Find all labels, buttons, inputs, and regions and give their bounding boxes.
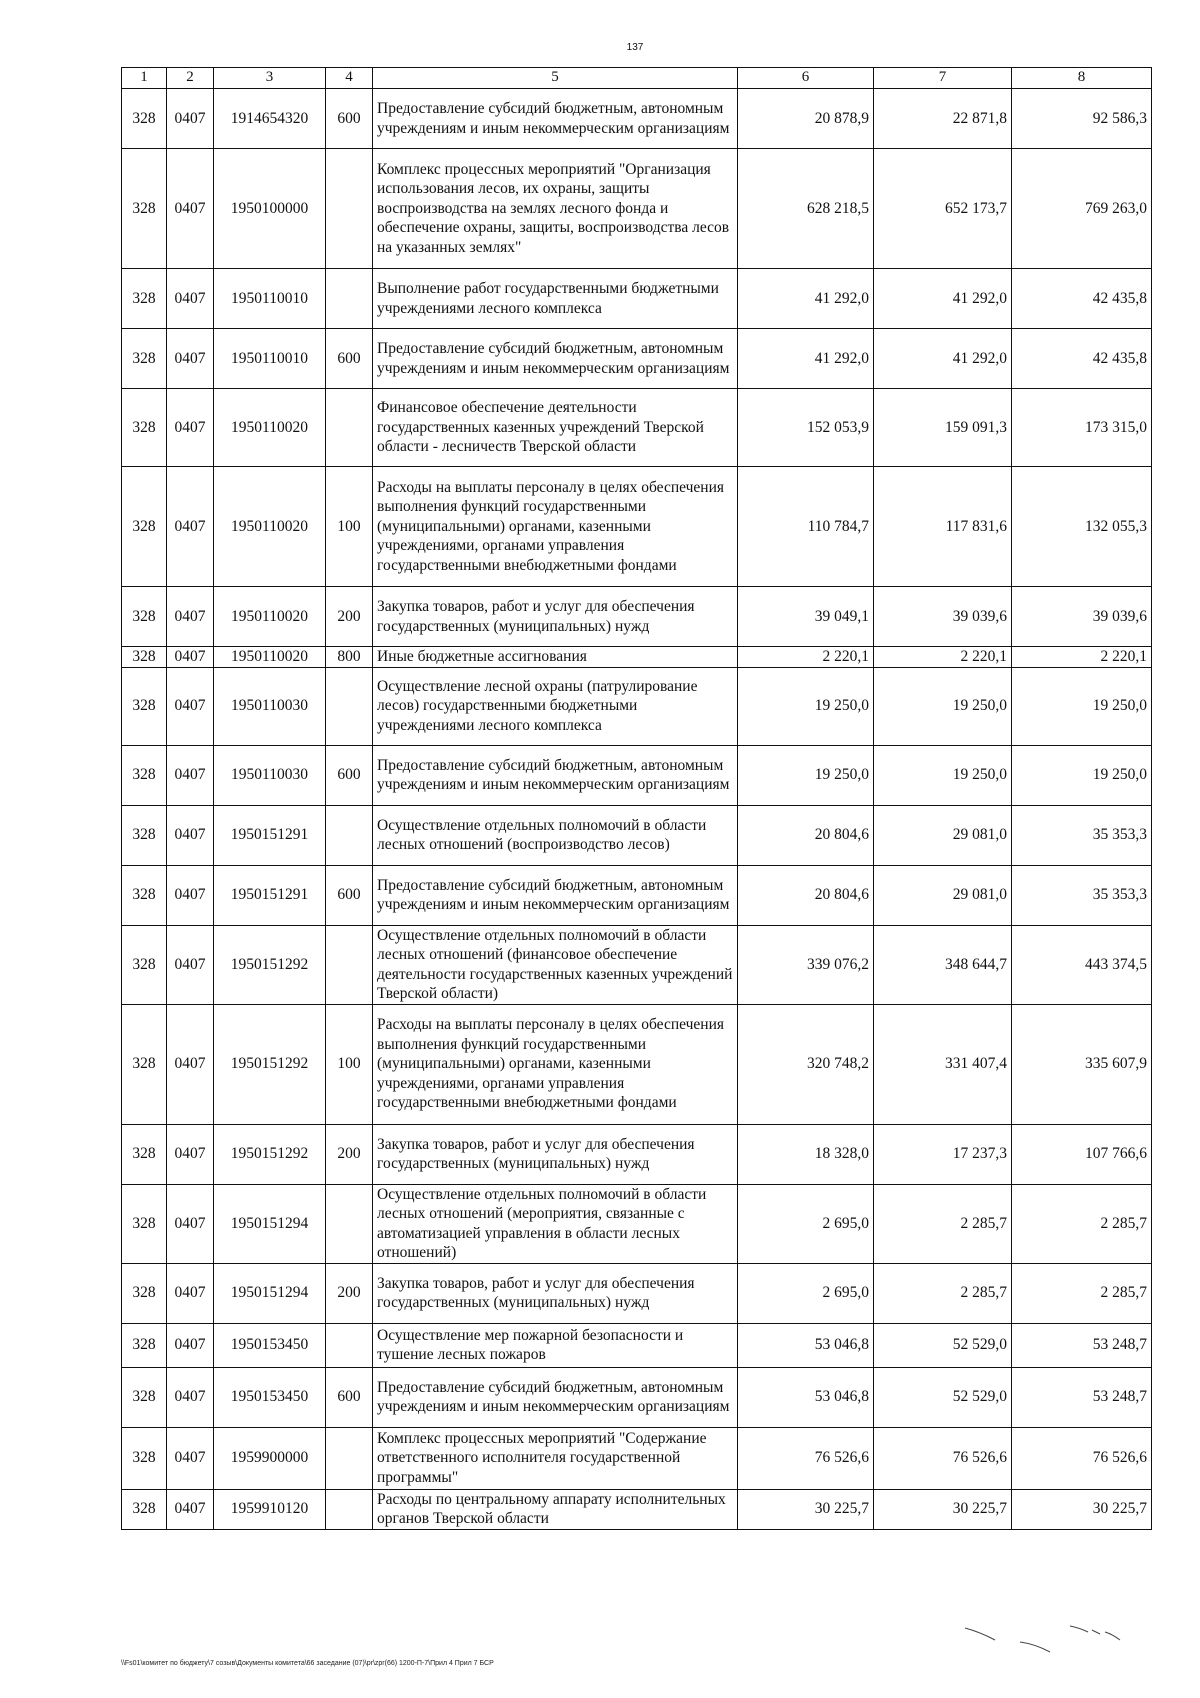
table-row: [122, 1184, 1152, 1263]
cell-description: Выполнение работ государственными бюджетными учреждениями лесного комплекса: [373, 269, 738, 329]
cell-admin-code: 328: [122, 805, 167, 865]
cell-amount-col7: 39 039,6: [874, 587, 1012, 647]
cell-amount-col6: 110 784,7: [738, 467, 874, 587]
table-row: [122, 149, 1152, 269]
cell-expense-type: 600: [326, 89, 373, 149]
cell-expense-type: [326, 925, 373, 1004]
cell-admin-code: 328: [122, 1263, 167, 1323]
cell-section-code: 0407: [167, 865, 214, 925]
cell-admin-code: 328: [122, 329, 167, 389]
cell-amount-col8: 2 285,7: [1012, 1263, 1152, 1323]
cell-amount-col7: 2 220,1: [874, 647, 1012, 668]
cell-expense-type: 200: [326, 1124, 373, 1184]
cell-amount-col6: 339 076,2: [738, 925, 874, 1004]
cell-description: Расходы на выплаты персоналу в целях обеспечения выполнения функций государственными (муниципальными) органами, казенными учреждениями, органами управления государственными внебюджетными фондами: [373, 467, 738, 587]
cell-description: Комплекс процессных мероприятий "Содержание ответственного исполнителя государственной программы": [373, 1427, 738, 1489]
cell-amount-col6: 18 328,0: [738, 1124, 874, 1184]
table-row: [122, 925, 1152, 1004]
cell-description: Закупка товаров, работ и услуг для обеспечения государственных (муниципальных) нужд: [373, 1124, 738, 1184]
cell-amount-col7: 348 644,7: [874, 925, 1012, 1004]
cell-amount-col6: 53 046,8: [738, 1323, 874, 1367]
cell-target-article: 1950110010: [214, 269, 326, 329]
cell-target-article: 1950151294: [214, 1263, 326, 1323]
cell-amount-col6: 53 046,8: [738, 1367, 874, 1427]
cell-admin-code: 328: [122, 1323, 167, 1367]
cell-amount-col7: 29 081,0: [874, 805, 1012, 865]
cell-section-code: 0407: [167, 1184, 214, 1263]
cell-description: Предоставление субсидий бюджетным, автономным учреждениям и иным некоммерческим организациям: [373, 745, 738, 805]
cell-description: Предоставление субсидий бюджетным, автономным учреждениям и иным некоммерческим организациям: [373, 865, 738, 925]
cell-section-code: 0407: [167, 269, 214, 329]
cell-target-article: 1950151291: [214, 865, 326, 925]
cell-amount-col7: 331 407,4: [874, 1004, 1012, 1124]
cell-expense-type: 100: [326, 467, 373, 587]
header-col-2: 2: [167, 68, 214, 89]
cell-amount-col6: 19 250,0: [738, 745, 874, 805]
cell-expense-type: 600: [326, 865, 373, 925]
cell-target-article: 1950151292: [214, 1124, 326, 1184]
cell-admin-code: 328: [122, 1124, 167, 1184]
cell-admin-code: 328: [122, 1427, 167, 1489]
cell-target-article: 1950153450: [214, 1367, 326, 1427]
cell-target-article: 1950151292: [214, 1004, 326, 1124]
cell-amount-col6: 39 049,1: [738, 587, 874, 647]
cell-amount-col8: 443 374,5: [1012, 925, 1152, 1004]
cell-amount-col8: 2 220,1: [1012, 647, 1152, 668]
cell-amount-col8: 76 526,6: [1012, 1427, 1152, 1489]
cell-amount-col8: 173 315,0: [1012, 389, 1152, 467]
cell-description: Предоставление субсидий бюджетным, автономным учреждениям и иным некоммерческим организациям: [373, 1367, 738, 1427]
cell-amount-col7: 41 292,0: [874, 269, 1012, 329]
cell-amount-col7: 17 237,3: [874, 1124, 1012, 1184]
cell-amount-col7: 22 871,8: [874, 89, 1012, 149]
cell-section-code: 0407: [167, 745, 214, 805]
cell-admin-code: 328: [122, 865, 167, 925]
cell-target-article: 1950110020: [214, 389, 326, 467]
cell-expense-type: 200: [326, 587, 373, 647]
cell-section-code: 0407: [167, 925, 214, 1004]
cell-description: Иные бюджетные ассигнования: [373, 647, 738, 668]
cell-section-code: 0407: [167, 1489, 214, 1529]
cell-amount-col7: 52 529,0: [874, 1367, 1012, 1427]
cell-target-article: 1950110020: [214, 647, 326, 668]
cell-target-article: 1950110030: [214, 745, 326, 805]
cell-amount-col8: 53 248,7: [1012, 1323, 1152, 1367]
cell-target-article: 1950153450: [214, 1323, 326, 1367]
cell-amount-col8: 769 263,0: [1012, 149, 1152, 269]
cell-amount-col6: 320 748,2: [738, 1004, 874, 1124]
cell-expense-type: [326, 1184, 373, 1263]
cell-amount-col6: 41 292,0: [738, 329, 874, 389]
table-row: [122, 1323, 1152, 1367]
cell-amount-col6: 41 292,0: [738, 269, 874, 329]
cell-amount-col6: 2 695,0: [738, 1263, 874, 1323]
cell-description: Осуществление отдельных полномочий в области лесных отношений (финансовое обеспечение деятельности государственных казенных учреждений Тверской области): [373, 925, 738, 1004]
header-col-8: 8: [1012, 68, 1152, 89]
cell-amount-col7: 117 831,6: [874, 467, 1012, 587]
cell-amount-col6: 20 804,6: [738, 865, 874, 925]
header-col-3: 3: [214, 68, 326, 89]
cell-admin-code: 328: [122, 587, 167, 647]
cell-description: Предоставление субсидий бюджетным, автономным учреждениям и иным некоммерческим организациям: [373, 329, 738, 389]
table-row: [122, 647, 1152, 668]
header-col-5: 5: [373, 68, 738, 89]
cell-amount-col7: 52 529,0: [874, 1323, 1012, 1367]
cell-section-code: 0407: [167, 149, 214, 269]
cell-expense-type: 600: [326, 1367, 373, 1427]
cell-target-article: 1950110020: [214, 467, 326, 587]
page-number: 137: [626, 42, 644, 53]
footer-file-path: \\Fs01\комитет по бюджету\7 созыв\Документы комитета\66 заседание (07)\pr\zpr(66) 1200-П-7\Прил 4 Прил 7 БСР: [121, 1660, 494, 1667]
header-row: [122, 68, 1152, 89]
cell-amount-col8: 19 250,0: [1012, 667, 1152, 745]
table-row: [122, 1367, 1152, 1427]
cell-section-code: 0407: [167, 647, 214, 668]
cell-expense-type: 100: [326, 1004, 373, 1124]
cell-section-code: 0407: [167, 329, 214, 389]
table-row: [122, 587, 1152, 647]
table-row: [122, 865, 1152, 925]
cell-amount-col6: 152 053,9: [738, 389, 874, 467]
cell-admin-code: 328: [122, 667, 167, 745]
cell-amount-col7: 159 091,3: [874, 389, 1012, 467]
cell-admin-code: 328: [122, 1184, 167, 1263]
table-row: [122, 269, 1152, 329]
table-row: [122, 467, 1152, 587]
cell-amount-col8: 335 607,9: [1012, 1004, 1152, 1124]
cell-target-article: 1950151292: [214, 925, 326, 1004]
cell-admin-code: 328: [122, 389, 167, 467]
cell-admin-code: 328: [122, 925, 167, 1004]
cell-amount-col7: 30 225,7: [874, 1489, 1012, 1529]
scan-marks: [960, 1618, 1140, 1658]
cell-expense-type: [326, 269, 373, 329]
cell-description: Предоставление субсидий бюджетным, автономным учреждениям и иным некоммерческим организациям: [373, 89, 738, 149]
cell-admin-code: 328: [122, 1489, 167, 1529]
cell-target-article: 1950151291: [214, 805, 326, 865]
cell-amount-col8: 35 353,3: [1012, 865, 1152, 925]
table-row: [122, 1263, 1152, 1323]
cell-admin-code: 328: [122, 1367, 167, 1427]
cell-description: Осуществление лесной охраны (патрулирование лесов) государственными бюджетными учреждениями лесного комплекса: [373, 667, 738, 745]
budget-table: [121, 67, 1152, 1530]
cell-expense-type: 600: [326, 329, 373, 389]
cell-admin-code: 328: [122, 745, 167, 805]
cell-description: Расходы на выплаты персоналу в целях обеспечения выполнения функций государственными (муниципальными) органами, казенными учреждениями, органами управления государственными внебюджетными фондами: [373, 1004, 738, 1124]
table-row: [122, 1124, 1152, 1184]
cell-expense-type: 800: [326, 647, 373, 668]
cell-expense-type: [326, 149, 373, 269]
table-row: [122, 329, 1152, 389]
cell-description: Осуществление мер пожарной безопасности и тушение лесных пожаров: [373, 1323, 738, 1367]
cell-amount-col6: 76 526,6: [738, 1427, 874, 1489]
cell-amount-col8: 42 435,8: [1012, 269, 1152, 329]
cell-amount-col7: 2 285,7: [874, 1184, 1012, 1263]
cell-amount-col8: 30 225,7: [1012, 1489, 1152, 1529]
table-row: [122, 1489, 1152, 1529]
header-col-6: 6: [738, 68, 874, 89]
cell-section-code: 0407: [167, 1124, 214, 1184]
cell-description: Комплекс процессных мероприятий "Организация использования лесов, их охраны, защиты воспроизводства на землях лесного фонда и обеспечение охраны, защиты, воспроизводства лесов на указанных землях": [373, 149, 738, 269]
cell-amount-col7: 19 250,0: [874, 745, 1012, 805]
cell-section-code: 0407: [167, 1263, 214, 1323]
cell-expense-type: 200: [326, 1263, 373, 1323]
header-col-1: 1: [122, 68, 167, 89]
cell-description: Расходы по центральному аппарату исполнительных органов Тверской области: [373, 1489, 738, 1529]
cell-amount-col8: 19 250,0: [1012, 745, 1152, 805]
cell-section-code: 0407: [167, 667, 214, 745]
header-col-7: 7: [874, 68, 1012, 89]
cell-amount-col8: 132 055,3: [1012, 467, 1152, 587]
cell-admin-code: 328: [122, 149, 167, 269]
cell-admin-code: 328: [122, 89, 167, 149]
cell-expense-type: [326, 1427, 373, 1489]
cell-admin-code: 328: [122, 269, 167, 329]
cell-target-article: 1959900000: [214, 1427, 326, 1489]
cell-section-code: 0407: [167, 1004, 214, 1124]
cell-target-article: 1950151294: [214, 1184, 326, 1263]
header-col-4: 4: [326, 68, 373, 89]
cell-section-code: 0407: [167, 467, 214, 587]
cell-target-article: 1950110010: [214, 329, 326, 389]
cell-description: Финансовое обеспечение деятельности государственных казенных учреждений Тверской области - лесничеств Тверской области: [373, 389, 738, 467]
cell-target-article: 1959910120: [214, 1489, 326, 1529]
table-row: [122, 1427, 1152, 1489]
cell-description: Закупка товаров, работ и услуг для обеспечения государственных (муниципальных) нужд: [373, 1263, 738, 1323]
cell-amount-col7: 41 292,0: [874, 329, 1012, 389]
cell-admin-code: 328: [122, 647, 167, 668]
cell-admin-code: 328: [122, 467, 167, 587]
table-row: [122, 89, 1152, 149]
cell-section-code: 0407: [167, 389, 214, 467]
cell-expense-type: [326, 1323, 373, 1367]
cell-amount-col8: 42 435,8: [1012, 329, 1152, 389]
cell-expense-type: [326, 389, 373, 467]
cell-amount-col8: 35 353,3: [1012, 805, 1152, 865]
cell-expense-type: [326, 805, 373, 865]
cell-section-code: 0407: [167, 587, 214, 647]
cell-description: Осуществление отдельных полномочий в области лесных отношений (воспроизводство лесов): [373, 805, 738, 865]
cell-section-code: 0407: [167, 1367, 214, 1427]
cell-amount-col6: 628 218,5: [738, 149, 874, 269]
cell-section-code: 0407: [167, 1427, 214, 1489]
cell-amount-col6: 19 250,0: [738, 667, 874, 745]
cell-amount-col8: 92 586,3: [1012, 89, 1152, 149]
table-row: [122, 667, 1152, 745]
cell-amount-col6: 2 220,1: [738, 647, 874, 668]
table-row: [122, 1004, 1152, 1124]
cell-target-article: 1950110020: [214, 587, 326, 647]
cell-description: Осуществление отдельных полномочий в области лесных отношений (мероприятия, связанные с автоматизацией управления в области лесных отношений): [373, 1184, 738, 1263]
cell-amount-col7: 652 173,7: [874, 149, 1012, 269]
cell-expense-type: [326, 1489, 373, 1529]
cell-amount-col7: 2 285,7: [874, 1263, 1012, 1323]
cell-target-article: 1914654320: [214, 89, 326, 149]
table-body: [122, 89, 1152, 1530]
cell-amount-col8: 2 285,7: [1012, 1184, 1152, 1263]
cell-section-code: 0407: [167, 89, 214, 149]
cell-amount-col8: 107 766,6: [1012, 1124, 1152, 1184]
table-header: [122, 68, 1152, 89]
cell-section-code: 0407: [167, 1323, 214, 1367]
cell-amount-col7: 76 526,6: [874, 1427, 1012, 1489]
cell-expense-type: [326, 667, 373, 745]
cell-amount-col6: 2 695,0: [738, 1184, 874, 1263]
cell-amount-col6: 20 878,9: [738, 89, 874, 149]
cell-description: Закупка товаров, работ и услуг для обеспечения государственных (муниципальных) нужд: [373, 587, 738, 647]
cell-amount-col6: 20 804,6: [738, 805, 874, 865]
cell-amount-col8: 53 248,7: [1012, 1367, 1152, 1427]
cell-expense-type: 600: [326, 745, 373, 805]
table-row: [122, 805, 1152, 865]
cell-amount-col8: 39 039,6: [1012, 587, 1152, 647]
table-row: [122, 745, 1152, 805]
cell-amount-col6: 30 225,7: [738, 1489, 874, 1529]
cell-target-article: 1950100000: [214, 149, 326, 269]
cell-admin-code: 328: [122, 1004, 167, 1124]
table-row: [122, 389, 1152, 467]
cell-section-code: 0407: [167, 805, 214, 865]
cell-target-article: 1950110030: [214, 667, 326, 745]
cell-amount-col7: 29 081,0: [874, 865, 1012, 925]
cell-amount-col7: 19 250,0: [874, 667, 1012, 745]
